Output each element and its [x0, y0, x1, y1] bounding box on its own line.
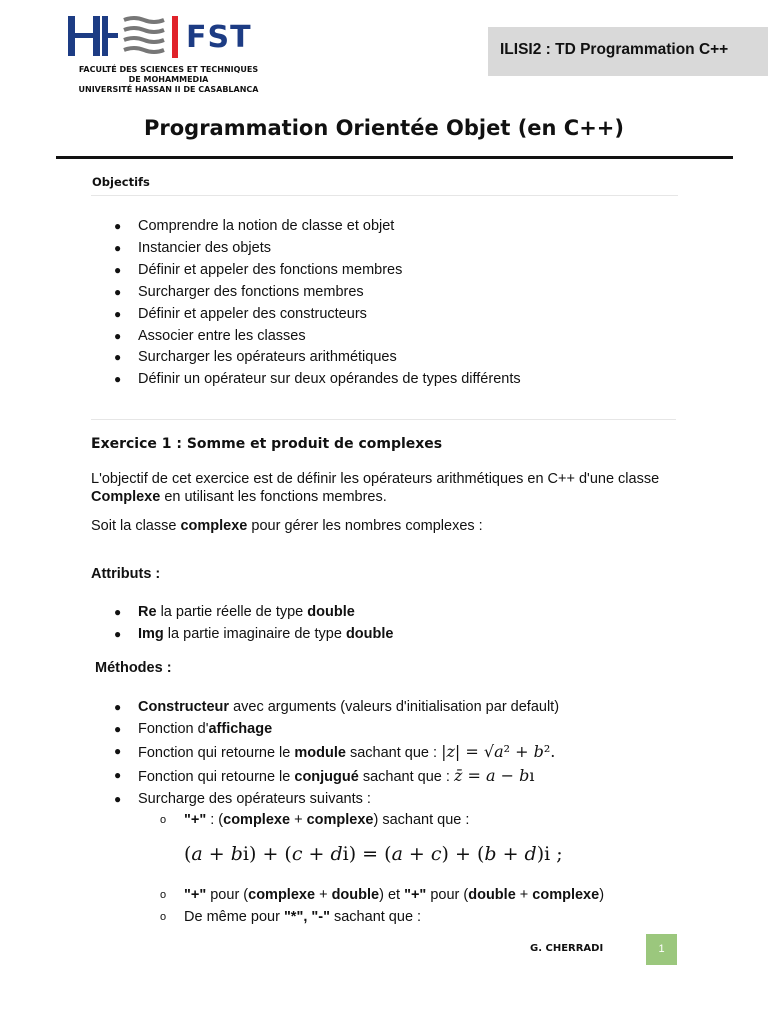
- title-divider: [56, 156, 733, 159]
- list-item: ● Associer entre les classes: [114, 327, 306, 344]
- logo-line-1: FACULTÉ DES SCIENCES ET TECHNIQUES: [78, 65, 259, 74]
- list-item: ● Définir un opérateur sur deux opérandes de types différents: [114, 371, 521, 388]
- list-item: ● Surcharge des opérateurs suivants :: [114, 790, 371, 807]
- logo-brand: FST: [186, 20, 252, 55]
- list-item: o "+" pour (complexe + double) et "+" pour (double + complexe): [160, 887, 605, 903]
- module-formula: |z| = √a² + b².: [441, 741, 556, 761]
- university-logo: [66, 14, 271, 98]
- page-number: 1: [646, 934, 677, 965]
- list-item: ● Définir et appeler des fonctions membres: [114, 261, 403, 278]
- list-item: ● Fonction qui retourne le module sachant que : |z| = √a² + b².: [114, 741, 556, 761]
- operators-sublist-2: [92, 885, 604, 929]
- exercise-intro: L'objectif de cet exercice est de définir les opérateurs arithmétiques en C++ d'une classe Complexe en utilisant les fonctions membres.: [91, 471, 660, 505]
- logo-red-bar: [172, 16, 178, 58]
- class-description: Soit la classe complexe pour gérer les nombres complexes :: [91, 518, 483, 534]
- list-item: o De même pour "*", "-" sachant que :: [160, 908, 422, 925]
- author-name: G. CHERRADI: [530, 943, 604, 954]
- methodes-heading: Méthodes :: [95, 660, 172, 676]
- list-item: ● Img la partie imaginaire de type double: [114, 625, 394, 642]
- conjugate-formula: z̄ = a − bı: [453, 765, 535, 785]
- list-item: ● Comprendre la notion de classe et objet: [114, 218, 395, 234]
- objectifs-bottom-divider: [91, 419, 676, 420]
- list-item: ● Constructeur avec arguments (valeurs d'initialisation par default): [114, 699, 560, 715]
- attributs-list: [92, 602, 393, 646]
- addition-formula: (a + bi) + (c + di) = (a + c) + (b + d)i ;: [184, 843, 563, 865]
- course-label: ILISI2 : TD Programmation C++: [500, 41, 729, 58]
- objectifs-heading: Objectifs: [92, 175, 150, 189]
- list-item: ● Surcharger des fonctions membres: [114, 283, 364, 300]
- course-label-box: [488, 27, 768, 76]
- list-item: o "+" : (complexe + complexe) sachant que :: [160, 812, 470, 828]
- list-item: ● Instancier des objets: [114, 239, 271, 256]
- methodes-list: [92, 697, 559, 811]
- list-item: ● Re la partie réelle de type double: [114, 604, 355, 620]
- objectifs-list: [92, 216, 521, 391]
- uh2c-logo-icon: [68, 14, 168, 60]
- list-item: ● Définir et appeler des constructeurs: [114, 305, 367, 322]
- exercise-title: Exercice 1 : Somme et produit de complexes: [91, 436, 443, 452]
- objectifs-top-divider: [91, 195, 678, 196]
- page-title: Programmation Orientée Objet (en C++): [143, 116, 624, 140]
- list-item: ● Surcharger les opérateurs arithmétiques: [114, 349, 397, 366]
- list-item: ● Fonction d'affichage: [114, 720, 273, 737]
- logo-line-3: UNIVERSITÉ HASSAN II DE CASABLANCA: [78, 85, 259, 94]
- list-item: ● Fonction qui retourne le conjugué sachant que : z̄ = a − bı: [114, 765, 535, 785]
- logo-line-2: DE MOHAMMEDIA: [128, 75, 209, 84]
- attributs-heading: Attributs :: [91, 566, 161, 582]
- operators-sublist: [92, 810, 469, 832]
